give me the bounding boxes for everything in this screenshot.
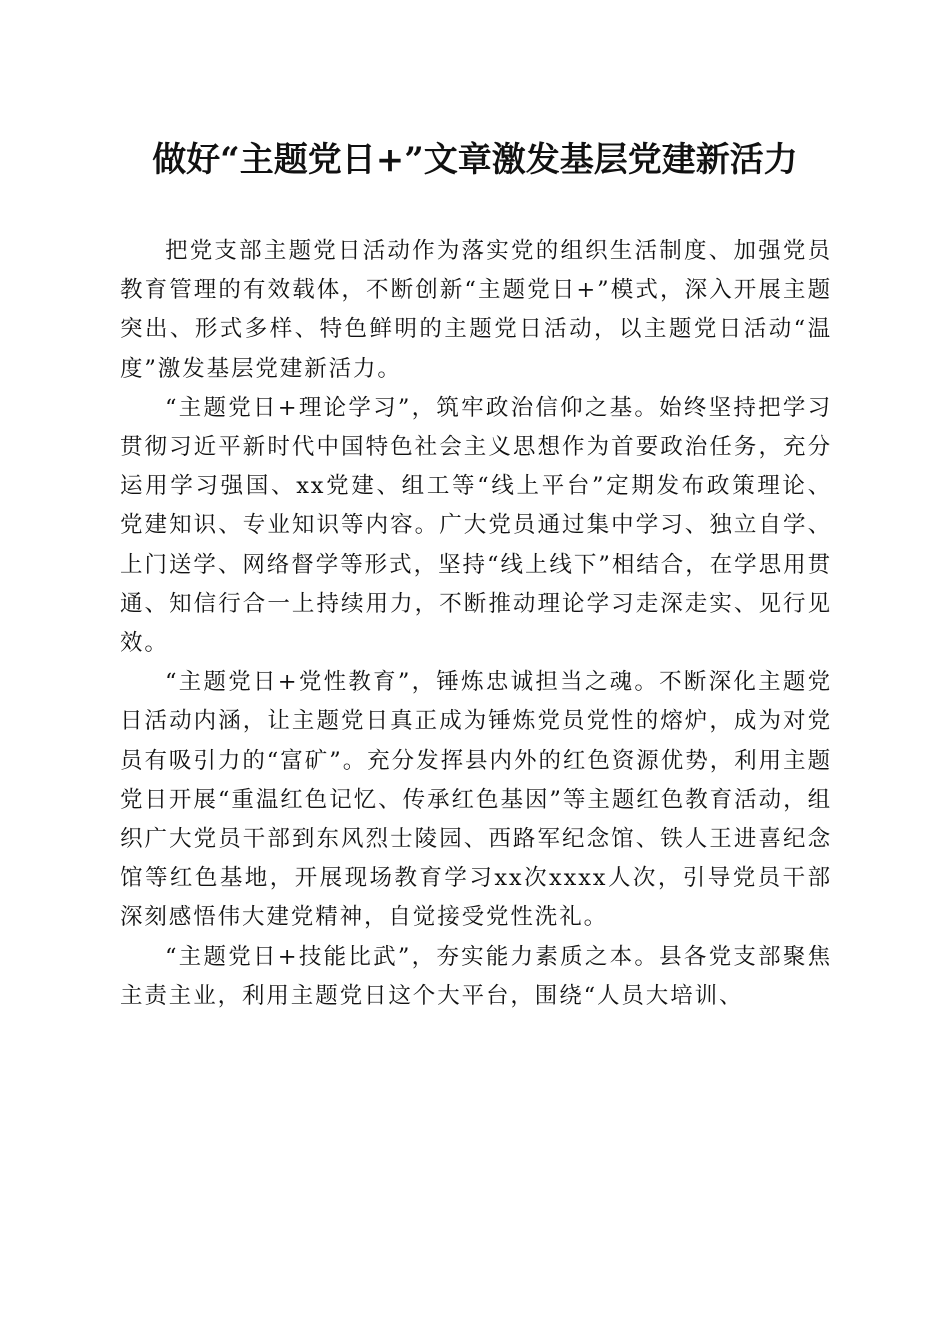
paragraph-party-education: “主题党日+党性教育”，锤炼忠诚担当之魂。不断深化主题党日活动内涵，让主题党日真正成为锤炼党员党性的熔炉，成为对党员有吸引力的“富矿”。充分发挥县内外的红色资源优势，利用主题党日开展“重温红色记忆、传承红色基因”等主题红色教育活动，组织广大党员干部到东风烈士陵园、西路军纪念馆、铁人王进喜纪念馆等红色基地，开展现场教育学习xx次xxxx人次，引导党员干部深刻感悟伟大建党精神，自觉接受党性洗礼。 <box>120 669 832 931</box>
document-title: 做好“主题党日+”文章激发基层党建新活力 <box>152 140 798 180</box>
paragraph-intro: 把党支部主题党日活动作为落实党的组织生活制度、加强党员教育管理的有效载体，不断创新“主题党日+”模式，深入开展主题突出、形式多样、特色鲜明的主题党日活动，以主题党日活动“温度”激发基层党建新活力。 <box>120 238 832 382</box>
paragraph-skill-competition: “主题党日+技能比武”，夯实能力素质之本。县各党支部聚焦主责主业，利用主题党日这个大平台，围绕“人员大培训、 <box>120 943 832 1009</box>
paragraph-theory-study: “主题党日+理论学习”，筑牢政治信仰之基。始终坚持把学习贯彻习近平新时代中国特色社会主义思想作为首要政治任务，充分运用学习强国、xx党建、组工等“线上平台”定期发布政策理论、党建知识、专业知识等内容。广大党员通过集中学习、独立自学、上门送学、网络督学等形式，坚持“线上线下”相结合，在学思用贯通、知信行合一上持续用力，不断推动理论学习走深走实、见行见效。 <box>120 394 832 657</box>
document-body <box>120 232 832 1016</box>
